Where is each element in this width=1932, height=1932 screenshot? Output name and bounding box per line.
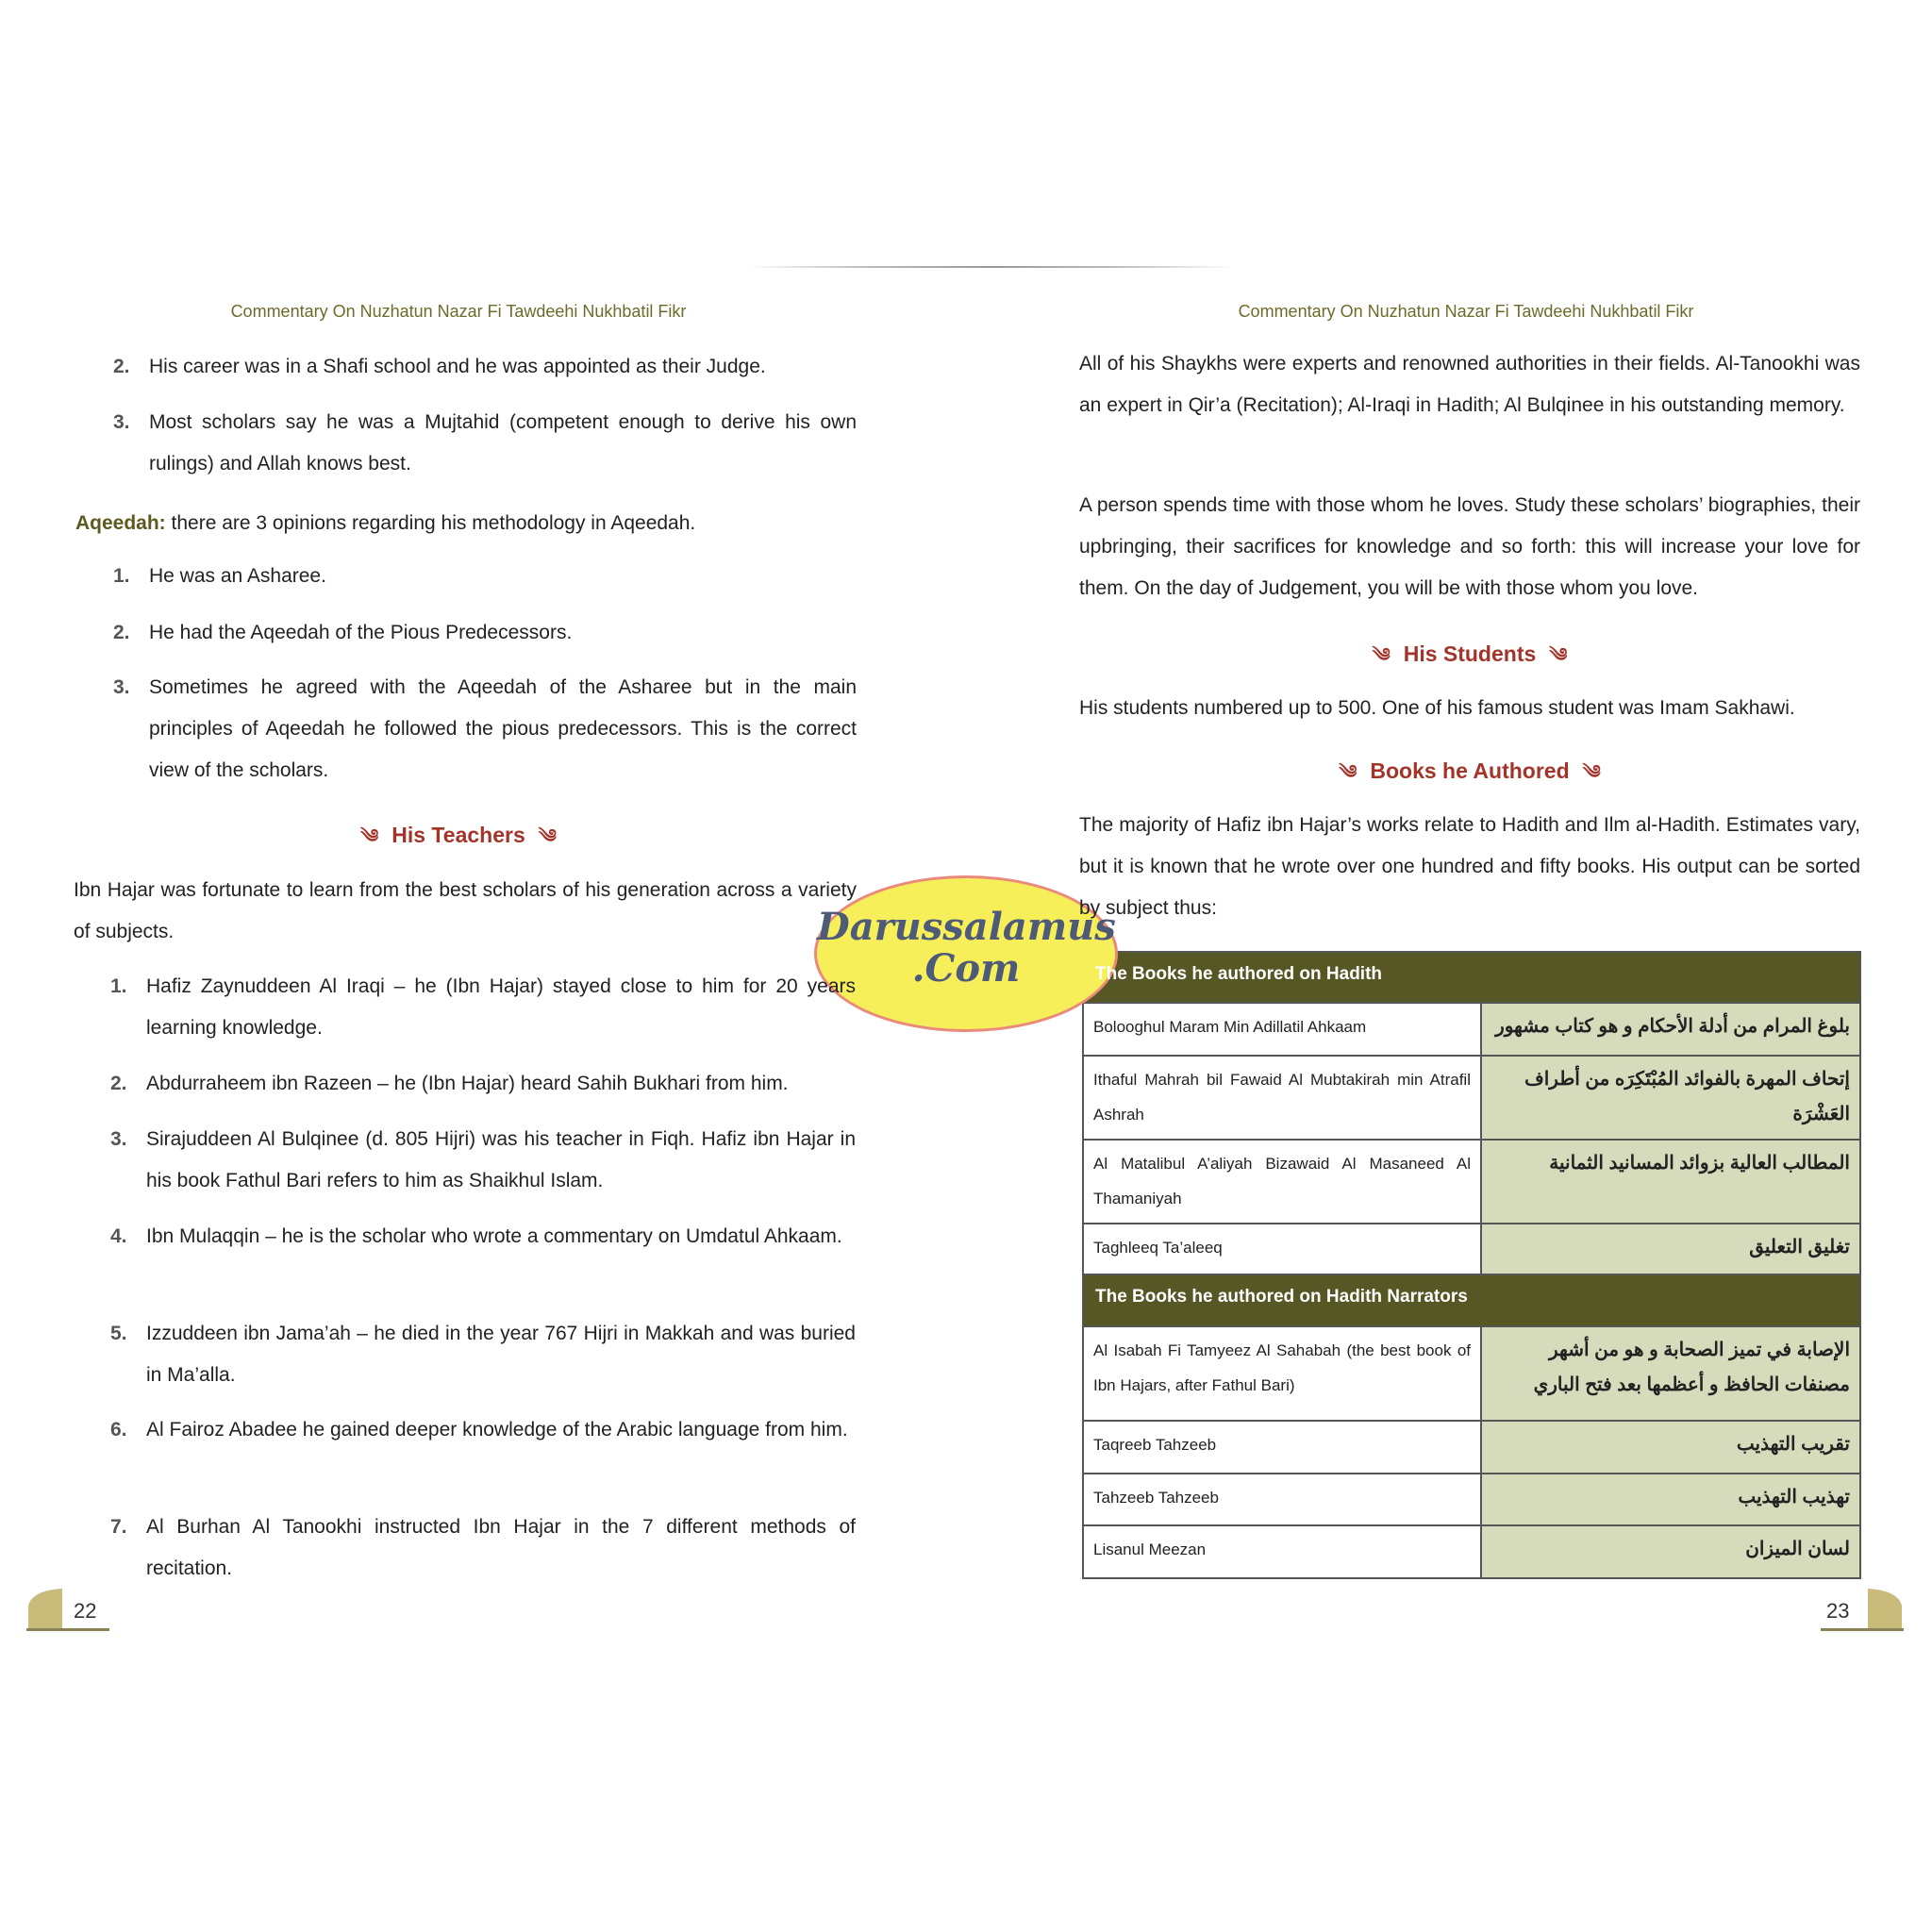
page-fold-line <box>745 266 1236 268</box>
list-number: 2. <box>110 1073 127 1094</box>
list-text: His career was in a Shafi school and he was appointed as their Judge. <box>149 356 766 377</box>
heading-text: His Students <box>1403 641 1537 666</box>
list-text: Ibn Mulaqqin – he is the scholar who wrote a commentary on Umdatul Ahkaam. <box>146 1225 842 1247</box>
books-table <box>1082 951 1861 1579</box>
ornament-icon: ༄ <box>1549 645 1568 666</box>
watermark-badge <box>814 875 1118 1032</box>
list-text: Sirajuddeen Al Bulqinee (d. 805 Hijri) was his teacher in Fiqh. Hafiz ibn Hajar in his book Fathul Bari refers to him as Shaikhul Islam. <box>146 1128 856 1191</box>
ornament-icon: ༄ <box>1339 762 1357 783</box>
aqeedah-text: there are 3 opinions regarding his methodology in Aqeedah. <box>165 512 696 534</box>
list-number: 2. <box>113 356 130 377</box>
book-title-arabic: إتحاف المهرة بالفوائد المُبْتَكِرَه من أطراف العَشْرَة <box>1524 1069 1850 1124</box>
book-title-english: Taqreeb Tahzeeb <box>1093 1436 1217 1454</box>
table-row <box>1083 1140 1860 1224</box>
left-running-header: Commentary On Nuzhatun Nazar Fi Tawdeehi Nukhbatil Fikr <box>230 302 687 321</box>
list-text: Al Burhan Al Tanookhi instructed Ibn Hajar in the 7 different methods of recitation. <box>146 1516 856 1579</box>
watermark-line2: .Com <box>911 946 1021 991</box>
shaykhs-paragraph: All of his Shaykhs were experts and renowned authorities in their fields. Al-Tanookhi was an expert in Qir’a (Recitation); Al-Iraqi in Hadith; Al Bulqinee in his outstanding memory. <box>1079 353 1860 416</box>
table-section-header <box>1083 1274 1860 1326</box>
book-title-english: Taghleeq Ta’aleeq <box>1093 1239 1223 1257</box>
list-number: 2. <box>113 622 130 643</box>
list-text: Most scholars say he was a Mujtahid (competent enough to derive his own rulings) and Allah knows best. <box>149 411 857 475</box>
page-number-left: 22 <box>74 1599 97 1623</box>
table-row <box>1083 1326 1860 1421</box>
list-number: 1. <box>113 565 130 587</box>
table-row <box>1083 1421 1860 1474</box>
book-title-arabic: تغليق التعليق <box>1749 1237 1850 1257</box>
section-title: The Books he authored on Hadith Narrators <box>1095 1287 1468 1307</box>
list-text: He had the Aqeedah of the Pious Predecessors. <box>149 622 573 643</box>
book-title-english: Al Isabah Fi Tamyeez Al Sahabah (the best book of Ibn Hajars, after Fathul Bari) <box>1093 1341 1471 1394</box>
table-row <box>1083 1003 1860 1056</box>
ornament-icon: ༄ <box>360 826 379 847</box>
list-number: 3. <box>110 1128 127 1150</box>
table-row <box>1083 1224 1860 1274</box>
ornament-icon: ༄ <box>1582 762 1601 783</box>
list-text: Abdurraheem ibn Razeen – he (Ibn Hajar) heard Sahih Bukhari from him. <box>146 1073 789 1094</box>
right-running-header: Commentary On Nuzhatun Nazar Fi Tawdeehi Nukhbatil Fikr <box>1238 302 1694 321</box>
table-row <box>1083 1474 1860 1525</box>
book-title-english: Tahzeeb Tahzeeb <box>1093 1489 1219 1507</box>
list-text: Sometimes he agreed with the Aqeedah of the Asharee but in the main principles of Aqeedah he followed the pious predecessors. This is the correct view of the scholars. <box>149 676 857 781</box>
list-text: Hafiz Zaynuddeen Al Iraqi – he (Ibn Hajar) stayed close to him for 20 years learning knowledge. <box>146 975 856 1039</box>
table-row <box>1083 1525 1860 1578</box>
list-number: 1. <box>110 975 127 997</box>
page-number-right: 23 <box>1826 1599 1850 1623</box>
page-corner-ornament-icon <box>25 1587 111 1636</box>
table-section-header <box>1083 952 1860 1003</box>
ornament-icon: ༄ <box>1372 645 1391 666</box>
aqeedah-label: Aqeedah: <box>75 512 166 534</box>
book-title-arabic: بلوغ المرام من أدلة الأحكام و هو كتاب مشهور <box>1495 1016 1850 1037</box>
book-title-arabic: تهذيب التهذيب <box>1738 1487 1850 1507</box>
book-title-english: Al Matalibul A’aliyah Bizawaid Al Masaneed Al Thamaniyah <box>1093 1155 1471 1208</box>
section-heading-students <box>1140 634 1800 687</box>
list-text: Izzuddeen ibn Jama’ah – he died in the year 767 Hijri in Makkah and was buried in Ma’alla. <box>146 1323 856 1386</box>
section-title: The Books he authored on Hadith <box>1095 964 1383 984</box>
heading-text: His Teachers <box>391 823 525 847</box>
list-number: 3. <box>113 676 130 698</box>
table-row <box>1083 1056 1860 1140</box>
book-title-english: Lisanul Meezan <box>1093 1541 1207 1558</box>
books-intro: The majority of Hafiz ibn Hajar’s works relate to Hadith and Ilm al-Hadith. Estimates vary, but it is known that he wrote over one hundred and fifty books. His output can be sorted by subject thus: <box>1079 814 1860 919</box>
aqeedah-paragraph <box>75 503 858 544</box>
section-heading-books <box>1140 751 1800 804</box>
list-number: 4. <box>110 1225 127 1247</box>
book-title-arabic: الإصابة في تميز الصحابة و هو من أشهر مصنفات الحافظ و أعظمها بعد فتح الباري <box>1533 1340 1850 1395</box>
love-paragraph: A person spends time with those whom he loves. Study these scholars’ biographies, their upbringing, their sacrifices for knowledge and so forth: this will increase your love for them. On the day of Judgement, you will be with those whom you love. <box>1079 494 1860 599</box>
teachers-intro: Ibn Hajar was fortunate to learn from the best scholars of his generation across a variety of subjects. <box>74 879 857 942</box>
ornament-icon: ༄ <box>538 826 557 847</box>
book-title-english: Bolooghul Maram Min Adillatil Ahkaam <box>1093 1018 1367 1036</box>
list-number: 6. <box>110 1419 127 1441</box>
list-number: 7. <box>110 1516 127 1538</box>
students-paragraph: His students numbered up to 500. One of his famous student was Imam Sakhawi. <box>1079 697 1795 719</box>
heading-text: Books he Authored <box>1370 758 1570 783</box>
list-text: He was an Asharee. <box>149 565 326 587</box>
watermark-line1: Darussalamus <box>817 905 1116 949</box>
book-title-arabic: لسان الميزان <box>1745 1539 1850 1559</box>
book-title-arabic: المطالب العالية بزوائد المسانيد الثمانية <box>1549 1153 1850 1174</box>
list-number: 5. <box>110 1323 127 1344</box>
list-text: Al Fairoz Abadee he gained deeper knowledge of the Arabic language from him. <box>146 1419 848 1441</box>
book-title-english: Ithaful Mahrah bil Fawaid Al Mubtakirah min Atrafil Ashrah <box>1093 1071 1471 1124</box>
section-heading-teachers <box>128 815 789 868</box>
list-number: 3. <box>113 411 130 433</box>
book-title-arabic: تقريب التهذيب <box>1736 1434 1850 1455</box>
